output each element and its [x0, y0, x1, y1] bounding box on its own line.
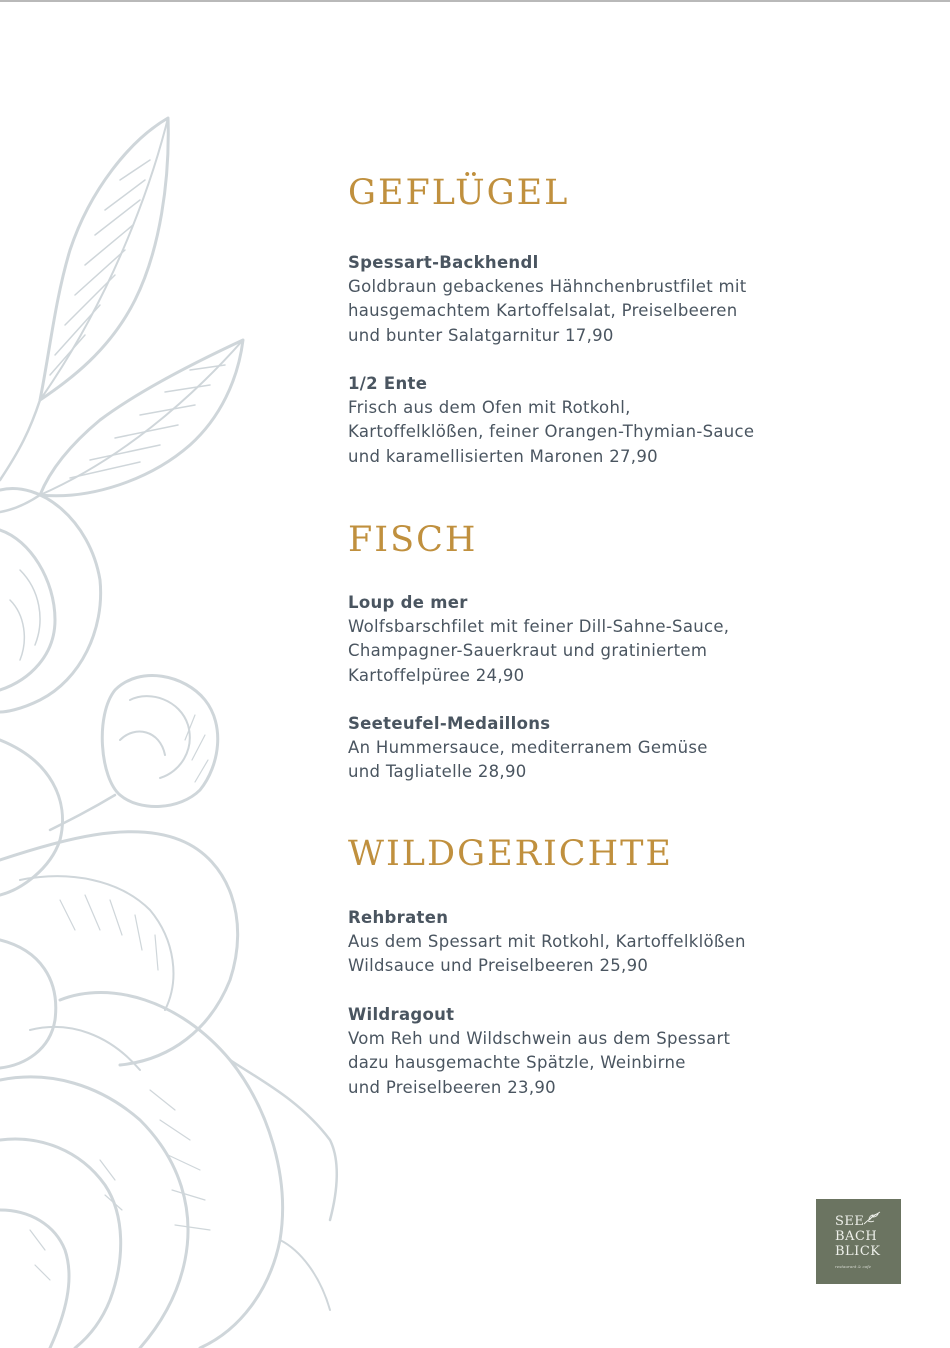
dish-description-line: Champagner-Sauerkraut und gratiniertem — [348, 641, 708, 661]
dish-wildragout — [348, 1003, 868, 1100]
dish-description-line: und Preiselbeeren 23,90 — [348, 1077, 556, 1097]
section-title-fisch: FISCH — [348, 520, 478, 560]
dish-name: Spessart-Backhendl — [348, 253, 539, 272]
logo-line-see: SEE — [835, 1214, 865, 1229]
dish-description — [348, 615, 868, 688]
dish-description-line: dazu hausgemachte Spätzle, Weinbirne — [348, 1053, 686, 1073]
dish-name: Rehbraten — [348, 908, 449, 927]
dish-name: 1/2 Ente — [348, 374, 428, 393]
dish-description — [348, 1027, 868, 1100]
seebachblick-logo — [816, 1199, 901, 1284]
dish-name: Wildragout — [348, 1005, 455, 1024]
section-title-wildgerichte: WILDGERICHTE — [348, 834, 673, 874]
dish-description-line: Kartoffelklößen, feiner Orangen-Thymian-Sauce — [348, 422, 755, 442]
floral-illustration — [0, 100, 340, 1348]
dish-description-line: An Hummersauce, mediterranem Gemüse — [348, 738, 708, 757]
dish-description-line: hausgemachtem Kartoffelsalat, Preiselbeeren — [348, 301, 738, 321]
section-title-gefluegel: GEFLÜGEL — [348, 173, 570, 213]
dish-description-line: Aus dem Spessart mit Rotkohl, Kartoffelklößen — [348, 932, 746, 951]
top-rule — [0, 0, 950, 2]
dish-seeteufel-medaillons — [348, 712, 868, 785]
dish-description-line: Kartoffelpüree 24,90 — [348, 665, 525, 685]
dish-description — [348, 275, 868, 348]
dish-description-line: Wolfsbarschfilet mit feiner Dill-Sahne-Sauce, — [348, 617, 730, 636]
dish-description — [348, 930, 868, 979]
dish-description — [348, 396, 868, 469]
logo-tagline: restaurant & cafe — [835, 1264, 871, 1269]
dish-spessart-backhendl — [348, 251, 868, 348]
dish-loup-de-mer — [348, 591, 868, 688]
dish-description-line: Frisch aus dem Ofen mit Rotkohl, — [348, 398, 631, 417]
logo-line-bach: BACH — [835, 1229, 878, 1244]
dish-description-line: und karamellisierten Maronen 27,90 — [348, 446, 658, 466]
dish-name: Seeteufel-Medaillons — [348, 714, 551, 733]
dish-description-line: und Tagliatelle 28,90 — [348, 762, 527, 782]
dish-name: Loup de mer — [348, 593, 468, 612]
logo-line-blick: BLICK — [835, 1244, 881, 1259]
dish-description-line: Vom Reh und Wildschwein aus dem Spessart — [348, 1029, 731, 1048]
dish-description-line: Wildsauce und Preiselbeeren 25,90 — [348, 956, 649, 976]
dish-rehbraten — [348, 906, 868, 979]
dish-description-line: Goldbraun gebackenes Hähnchenbrustfilet mit — [348, 277, 747, 296]
sprig-icon — [863, 1211, 881, 1225]
dish-description-line: und bunter Salatgarnitur 17,90 — [348, 325, 614, 345]
dish-halbe-ente — [348, 372, 868, 469]
dish-description — [348, 736, 868, 785]
